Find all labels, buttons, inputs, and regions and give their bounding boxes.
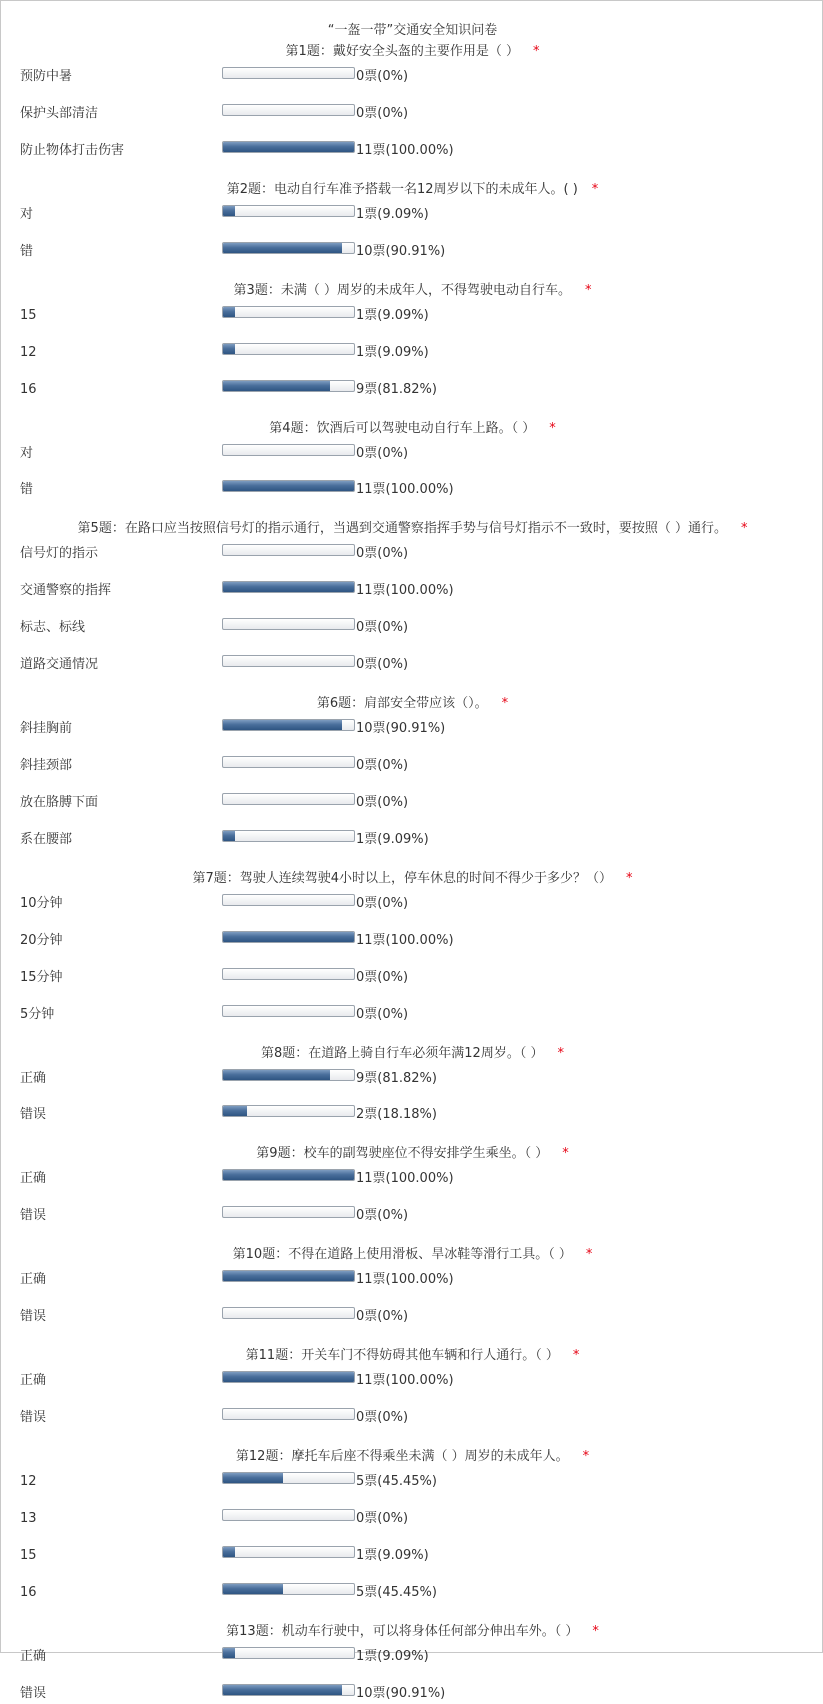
percentage-bar-fill	[223, 720, 342, 730]
required-mark: *	[572, 1348, 580, 1364]
option-row	[1, 1206, 823, 1226]
percentage-bar	[222, 719, 355, 731]
question-title	[1, 417, 823, 436]
percentage-bar	[222, 1684, 355, 1696]
percentage-bar	[222, 894, 355, 906]
option-row	[1, 1408, 823, 1428]
question-title	[1, 867, 823, 886]
required-mark: *	[592, 1623, 599, 1639]
percentage-bar	[222, 1371, 355, 1383]
option-row	[1, 67, 823, 87]
percentage-bar	[222, 1105, 355, 1117]
vote-count: 1票(9.09%)	[356, 1547, 429, 1563]
option-label: 正确	[20, 1171, 47, 1187]
question-text: 第13题：机动车行驶中，可以将身体任何部分伸出车外。（ ）	[226, 1623, 579, 1639]
question-title	[1, 40, 823, 59]
question-text: 第11题：开关车门不得妨碍其他车辆和行人通行。（ ）	[245, 1348, 559, 1364]
vote-count: 1票(9.09%)	[356, 831, 429, 847]
percentage-bar	[222, 931, 355, 943]
option-label: 20分钟	[20, 932, 63, 948]
option-label: 15分钟	[20, 969, 63, 985]
vote-count: 0票(0%)	[356, 105, 409, 121]
vote-count: 11票(100.00%)	[356, 932, 454, 948]
percentage-bar-fill	[223, 307, 235, 317]
percentage-bar-fill	[223, 1685, 342, 1695]
option-label: 错误	[20, 1208, 47, 1224]
percentage-bar	[222, 1005, 355, 1017]
percentage-bar	[222, 618, 355, 630]
option-row	[1, 1371, 823, 1391]
question-title	[1, 1042, 823, 1061]
option-row	[1, 1509, 823, 1529]
question-text: 第10题：不得在道路上使用滑板、旱冰鞋等滑行工具。（ ）	[232, 1247, 572, 1263]
question-title	[1, 178, 823, 197]
percentage-bar-fill	[223, 831, 235, 841]
option-row	[1, 1546, 823, 1566]
vote-count: 0票(0%)	[356, 1309, 409, 1325]
option-label: 系在腰部	[20, 831, 73, 847]
vote-count: 0票(0%)	[356, 620, 409, 636]
question-title	[1, 1445, 823, 1464]
percentage-bar	[222, 1509, 355, 1521]
option-row	[1, 1069, 823, 1089]
percentage-bar-fill	[223, 1584, 283, 1594]
option-row	[1, 581, 823, 601]
option-label: 12	[20, 1474, 37, 1490]
required-mark: *	[585, 1247, 593, 1263]
option-label: 预防中暑	[20, 69, 73, 84]
percentage-bar	[222, 444, 355, 456]
survey-title: “一盔一带”交通安全知识问卷	[327, 23, 498, 38]
percentage-bar	[222, 1270, 355, 1282]
option-row	[1, 655, 823, 675]
percentage-bar-fill	[223, 932, 354, 942]
required-mark: *	[557, 1045, 564, 1061]
percentage-bar	[222, 480, 355, 492]
vote-count: 0票(0%)	[356, 969, 409, 985]
percentage-bar	[222, 306, 355, 318]
percentage-bar	[222, 830, 355, 842]
percentage-bar	[222, 205, 355, 217]
option-label: 12	[20, 344, 37, 360]
question-text: 第8题：在道路上骑自行车必须年满12周岁。（ ）	[261, 1045, 544, 1061]
vote-count: 0票(0%)	[356, 1410, 409, 1426]
option-label: 10分钟	[20, 895, 63, 911]
option-row	[1, 719, 823, 739]
vote-count: 1票(9.09%)	[356, 1648, 429, 1664]
vote-count: 9票(81.82%)	[356, 1070, 437, 1086]
question-text: 第1题：戴好安全头盔的主要作用是（ ）	[285, 44, 519, 59]
percentage-bar-fill	[223, 1170, 354, 1180]
percentage-bar	[222, 1546, 355, 1558]
option-label: 道路交通情况	[20, 657, 99, 673]
option-label: 错	[20, 243, 34, 259]
percentage-bar	[222, 968, 355, 980]
vote-count: 0票(0%)	[356, 895, 409, 911]
option-label: 15	[20, 1547, 37, 1563]
option-row	[1, 343, 823, 363]
percentage-bar-fill	[223, 344, 235, 354]
vote-count: 1票(9.09%)	[356, 344, 429, 360]
vote-count: 0票(0%)	[356, 1208, 409, 1224]
percentage-bar	[222, 756, 355, 768]
option-label: 斜挂胸前	[20, 721, 73, 737]
option-label: 错误	[20, 1107, 47, 1123]
option-row	[1, 1472, 823, 1492]
percentage-bar	[222, 1307, 355, 1319]
option-row	[1, 544, 823, 564]
percentage-bar	[222, 1583, 355, 1595]
question-title	[1, 1620, 823, 1639]
option-row	[1, 480, 823, 500]
option-row	[1, 756, 823, 776]
question-title	[1, 517, 823, 536]
vote-count: 1票(9.09%)	[356, 307, 429, 323]
option-label: 保护头部清洁	[20, 105, 99, 121]
option-row	[1, 618, 823, 638]
vote-count: 0票(0%)	[356, 758, 409, 773]
option-label: 防止物体打击伤害	[20, 142, 125, 158]
vote-count: 0票(0%)	[356, 69, 409, 84]
option-row	[1, 894, 823, 914]
option-row	[1, 444, 823, 464]
percentage-bar	[222, 141, 355, 153]
option-label: 错	[20, 482, 34, 498]
vote-count: 0票(0%)	[356, 794, 409, 810]
option-row	[1, 104, 823, 124]
percentage-bar-fill	[223, 1271, 354, 1281]
question-text: 第4题：饮酒后可以驾驶电动自行车上路。（ ）	[269, 420, 536, 436]
required-mark: *	[626, 870, 633, 886]
vote-count: 0票(0%)	[356, 657, 409, 673]
question-title	[1, 1243, 823, 1262]
option-label: 对	[20, 445, 34, 461]
option-label: 对	[20, 206, 34, 222]
option-label: 信号灯的指示	[20, 546, 99, 562]
vote-count: 9票(81.82%)	[356, 381, 437, 397]
vote-count: 11票(100.00%)	[356, 583, 454, 599]
option-label: 正确	[20, 1272, 47, 1288]
required-mark: *	[582, 1449, 590, 1465]
option-row	[1, 380, 823, 400]
option-row	[1, 1270, 823, 1290]
vote-count: 11票(100.00%)	[356, 1272, 454, 1288]
option-label: 13	[20, 1511, 37, 1526]
question-text: 第9题：校车的副驾驶座位不得安排学生乘坐。（ ）	[256, 1146, 549, 1162]
vote-count: 0票(0%)	[356, 546, 409, 562]
option-label: 5分钟	[20, 1006, 55, 1022]
option-label: 16	[20, 381, 37, 397]
percentage-bar	[222, 1408, 355, 1420]
percentage-bar-fill	[223, 206, 235, 216]
vote-count: 11票(100.00%)	[356, 1373, 454, 1389]
percentage-bar	[222, 380, 355, 392]
vote-count: 11票(100.00%)	[356, 482, 454, 498]
option-row	[1, 1647, 823, 1667]
percentage-bar	[222, 343, 355, 355]
option-label: 斜挂颈部	[20, 758, 73, 773]
option-row	[1, 1307, 823, 1327]
vote-count: 5票(45.45%)	[356, 1584, 437, 1600]
required-mark: *	[591, 181, 599, 197]
vote-count: 2票(18.18%)	[356, 1107, 437, 1123]
question-text: 第5题：在路口应当按照信号灯的指示通行，当遇到交通警察指挥手势与信号灯指示不一致时，要按照（ ）通行。	[77, 521, 727, 537]
question-title	[1, 692, 823, 711]
vote-count: 0票(0%)	[356, 445, 409, 461]
option-label: 错误	[20, 1685, 47, 1701]
option-row	[1, 968, 823, 988]
percentage-bar-fill	[223, 1106, 247, 1116]
option-row	[1, 1583, 823, 1603]
vote-count: 1票(9.09%)	[356, 206, 429, 222]
percentage-bar-fill	[223, 1070, 330, 1080]
option-row	[1, 205, 823, 225]
percentage-bar	[222, 793, 355, 805]
percentage-bar-fill	[223, 381, 330, 391]
option-label: 错误	[20, 1410, 47, 1426]
option-row	[1, 793, 823, 813]
percentage-bar-fill	[223, 1547, 235, 1557]
percentage-bar	[222, 1069, 355, 1081]
option-label: 16	[20, 1584, 37, 1600]
percentage-bar	[222, 1206, 355, 1218]
question-title	[1, 1142, 823, 1161]
question-title	[1, 279, 823, 298]
vote-count: 10票(90.91%)	[356, 1685, 446, 1701]
option-row	[1, 1005, 823, 1025]
percentage-bar	[222, 242, 355, 254]
option-row	[1, 141, 823, 161]
option-row	[1, 242, 823, 262]
required-mark: *	[584, 282, 592, 298]
vote-count: 0票(0%)	[356, 1006, 409, 1022]
percentage-bar	[222, 104, 355, 116]
percentage-bar-fill	[223, 1473, 283, 1483]
vote-count: 10票(90.91%)	[356, 243, 446, 259]
required-mark: *	[549, 420, 556, 436]
option-row	[1, 1169, 823, 1189]
option-label: 放在胳膊下面	[20, 794, 99, 810]
percentage-bar	[222, 581, 355, 593]
option-row	[1, 1684, 823, 1704]
percentage-bar-fill	[223, 1372, 354, 1382]
percentage-bar-fill	[223, 142, 354, 152]
vote-count: 11票(100.00%)	[356, 1171, 454, 1187]
percentage-bar	[222, 67, 355, 79]
option-label: 交通警察的指挥	[20, 583, 112, 599]
question-title	[1, 1344, 823, 1363]
question-text: 第7题：驾驶人连续驾驶4小时以上，停车休息的时间不得少于多少？（）	[192, 870, 613, 886]
option-label: 标志、标线	[20, 620, 86, 636]
question-text: 第12题：摩托车后座不得乘坐未满（ ）周岁的未成年人。	[235, 1449, 569, 1465]
option-label: 正确	[20, 1373, 47, 1389]
required-mark: *	[562, 1146, 569, 1162]
option-row	[1, 1105, 823, 1125]
vote-count: 5票(45.45%)	[356, 1474, 437, 1490]
required-mark: *	[740, 521, 748, 537]
required-mark: *	[532, 44, 540, 59]
option-row	[1, 931, 823, 951]
percentage-bar-fill	[223, 243, 342, 253]
option-row	[1, 306, 823, 326]
percentage-bar-fill	[223, 481, 354, 491]
required-mark: *	[501, 696, 509, 712]
percentage-bar	[222, 1472, 355, 1484]
question-text: 第2题：电动自行车准予搭载一名12周岁以下的未成年人。( )	[226, 181, 578, 197]
option-label: 15	[20, 307, 37, 323]
percentage-bar	[222, 1169, 355, 1181]
option-label: 正确	[20, 1648, 47, 1664]
option-label: 正确	[20, 1070, 47, 1086]
percentage-bar-fill	[223, 582, 354, 592]
vote-count: 0票(0%)	[356, 1511, 409, 1526]
question-text: 第6题：肩部安全带应该（）。	[316, 696, 488, 712]
question-text: 第3题：未满（ ）周岁的未成年人，不得驾驶电动自行车。	[233, 282, 571, 298]
percentage-bar	[222, 544, 355, 556]
vote-count: 11票(100.00%)	[356, 142, 454, 158]
vote-count: 10票(90.91%)	[356, 721, 446, 737]
option-label: 错误	[20, 1309, 47, 1325]
percentage-bar	[222, 655, 355, 667]
option-row	[1, 830, 823, 850]
